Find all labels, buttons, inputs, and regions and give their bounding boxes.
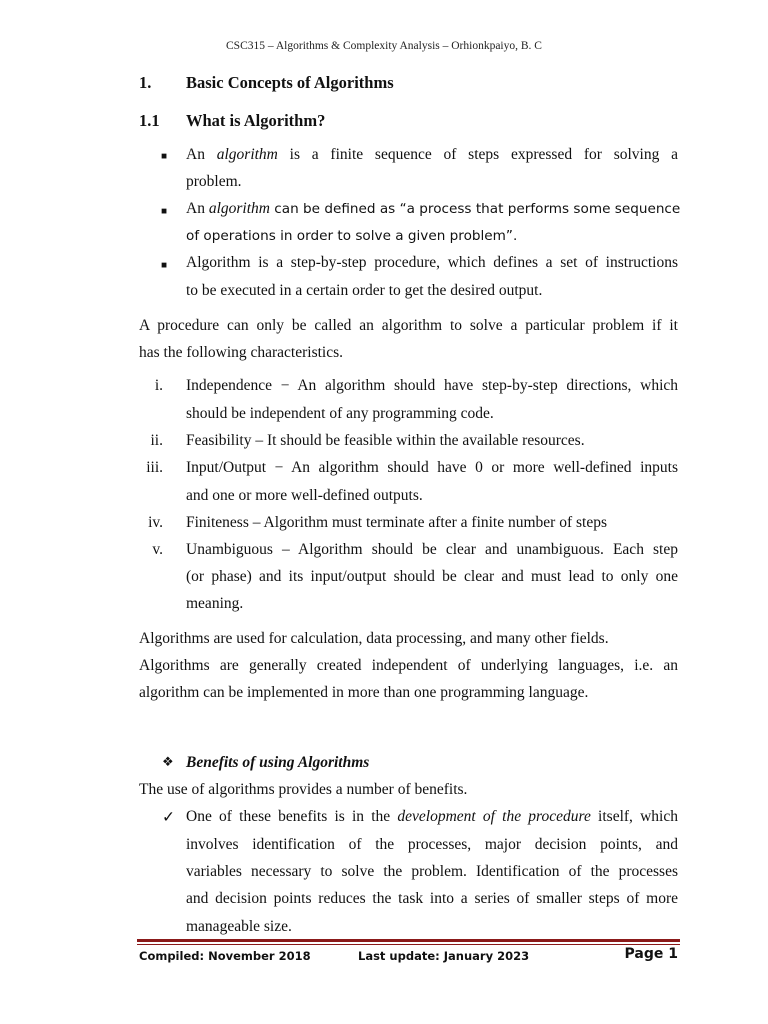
bullet-1-line-2: problem. bbox=[186, 173, 242, 190]
square-bullet-icon: ■ bbox=[161, 260, 168, 271]
bullet-3-line-2: to be executed in a certain order to get the desired output. bbox=[186, 282, 543, 299]
characteristic-4-line-1: Finiteness – Algorithm must terminate after a finite number of steps bbox=[186, 514, 607, 531]
intro-paragraph-line-2: has the following characteristics. bbox=[139, 344, 344, 361]
characteristic-2-line-1: Feasibility – It should be feasible within the available resources. bbox=[186, 432, 585, 449]
benefit-item-line-4: and decision points reduces the task into a series of smaller steps of more bbox=[186, 890, 678, 907]
benefit-item-line-1: One of these benefits is in the development of the procedure itself, which bbox=[186, 808, 678, 825]
characteristic-1-line-1: Independence − An algorithm should have step-by-step directions, which bbox=[186, 377, 678, 394]
list-numeral: ii. bbox=[150, 432, 163, 449]
footer-page-number: Page 1 bbox=[624, 946, 678, 962]
section-title: Basic Concepts of Algorithms bbox=[186, 73, 394, 92]
benefits-heading: Benefits of using Algorithms bbox=[186, 754, 370, 771]
benefits-intro: The use of algorithms provides a number of benefits. bbox=[139, 781, 468, 798]
characteristic-5-line-1: Unambiguous – Algorithm should be clear and unambiguous. Each step bbox=[186, 541, 678, 558]
benefit-item-line-5: manageable size. bbox=[186, 918, 292, 935]
list-numeral: v. bbox=[152, 541, 163, 558]
section-number: 1. bbox=[139, 73, 152, 92]
uses-paragraph-line-1: Algorithms are used for calculation, data processing, and many other fields. bbox=[139, 630, 609, 647]
list-numeral: iv. bbox=[148, 514, 163, 531]
square-bullet-icon: ■ bbox=[161, 151, 168, 162]
square-bullet-icon: ■ bbox=[161, 206, 168, 217]
footer-rule-thin bbox=[137, 944, 680, 945]
uses-paragraph-line-2: Algorithms are generally created independent of underlying languages, i.e. an bbox=[139, 657, 678, 674]
characteristic-3-line-1: Input/Output − An algorithm should have 0 or more well-defined inputs bbox=[186, 459, 678, 476]
list-numeral: i. bbox=[154, 377, 163, 394]
characteristic-3-line-2: and one or more well-defined outputs. bbox=[186, 487, 423, 504]
intro-paragraph-line-1: A procedure can only be called an algorithm to solve a particular problem if it bbox=[139, 317, 678, 334]
footer-last-update: Last update: January 2023 bbox=[358, 949, 530, 963]
bullet-1-line-1: An algorithm is a finite sequence of steps expressed for solving a bbox=[186, 146, 678, 163]
subsection-heading bbox=[139, 111, 325, 131]
uses-paragraph-line-3: algorithm can be implemented in more than one programming language. bbox=[139, 684, 589, 701]
running-header: CSC315 – Algorithms & Complexity Analysis – Orhionkpaiyo, B. C bbox=[226, 40, 542, 52]
benefit-item-line-3: variables necessary to solve the problem. Identification of the processes bbox=[186, 863, 678, 880]
benefit-item-line-2: involves identification of the processes, major decision points, and bbox=[186, 836, 678, 853]
bullet-3-line-1: Algorithm is a step-by-step procedure, which defines a set of instructions bbox=[186, 254, 678, 271]
footer-rule-thick bbox=[137, 939, 680, 942]
characteristic-5-line-3: meaning. bbox=[186, 595, 244, 612]
characteristic-1-line-2: should be independent of any programming code. bbox=[186, 405, 494, 422]
checkmark-icon: ✓ bbox=[162, 809, 175, 826]
subsection-number: 1.1 bbox=[139, 111, 160, 130]
characteristic-5-line-2: (or phase) and its input/output should be clear and must lead to only one bbox=[186, 568, 678, 585]
subsection-title: What is Algorithm? bbox=[186, 111, 326, 130]
bullet-2-line-2: of operations in order to solve a given problem”. bbox=[186, 228, 518, 244]
section-heading bbox=[139, 73, 394, 93]
diamond-bullet-icon: ❖ bbox=[162, 754, 174, 769]
bullet-2-line-1: An algorithm can be defined as “a process that performs some sequence bbox=[186, 200, 681, 217]
footer-compiled: Compiled: November 2018 bbox=[139, 949, 311, 963]
list-numeral: iii. bbox=[146, 459, 163, 476]
